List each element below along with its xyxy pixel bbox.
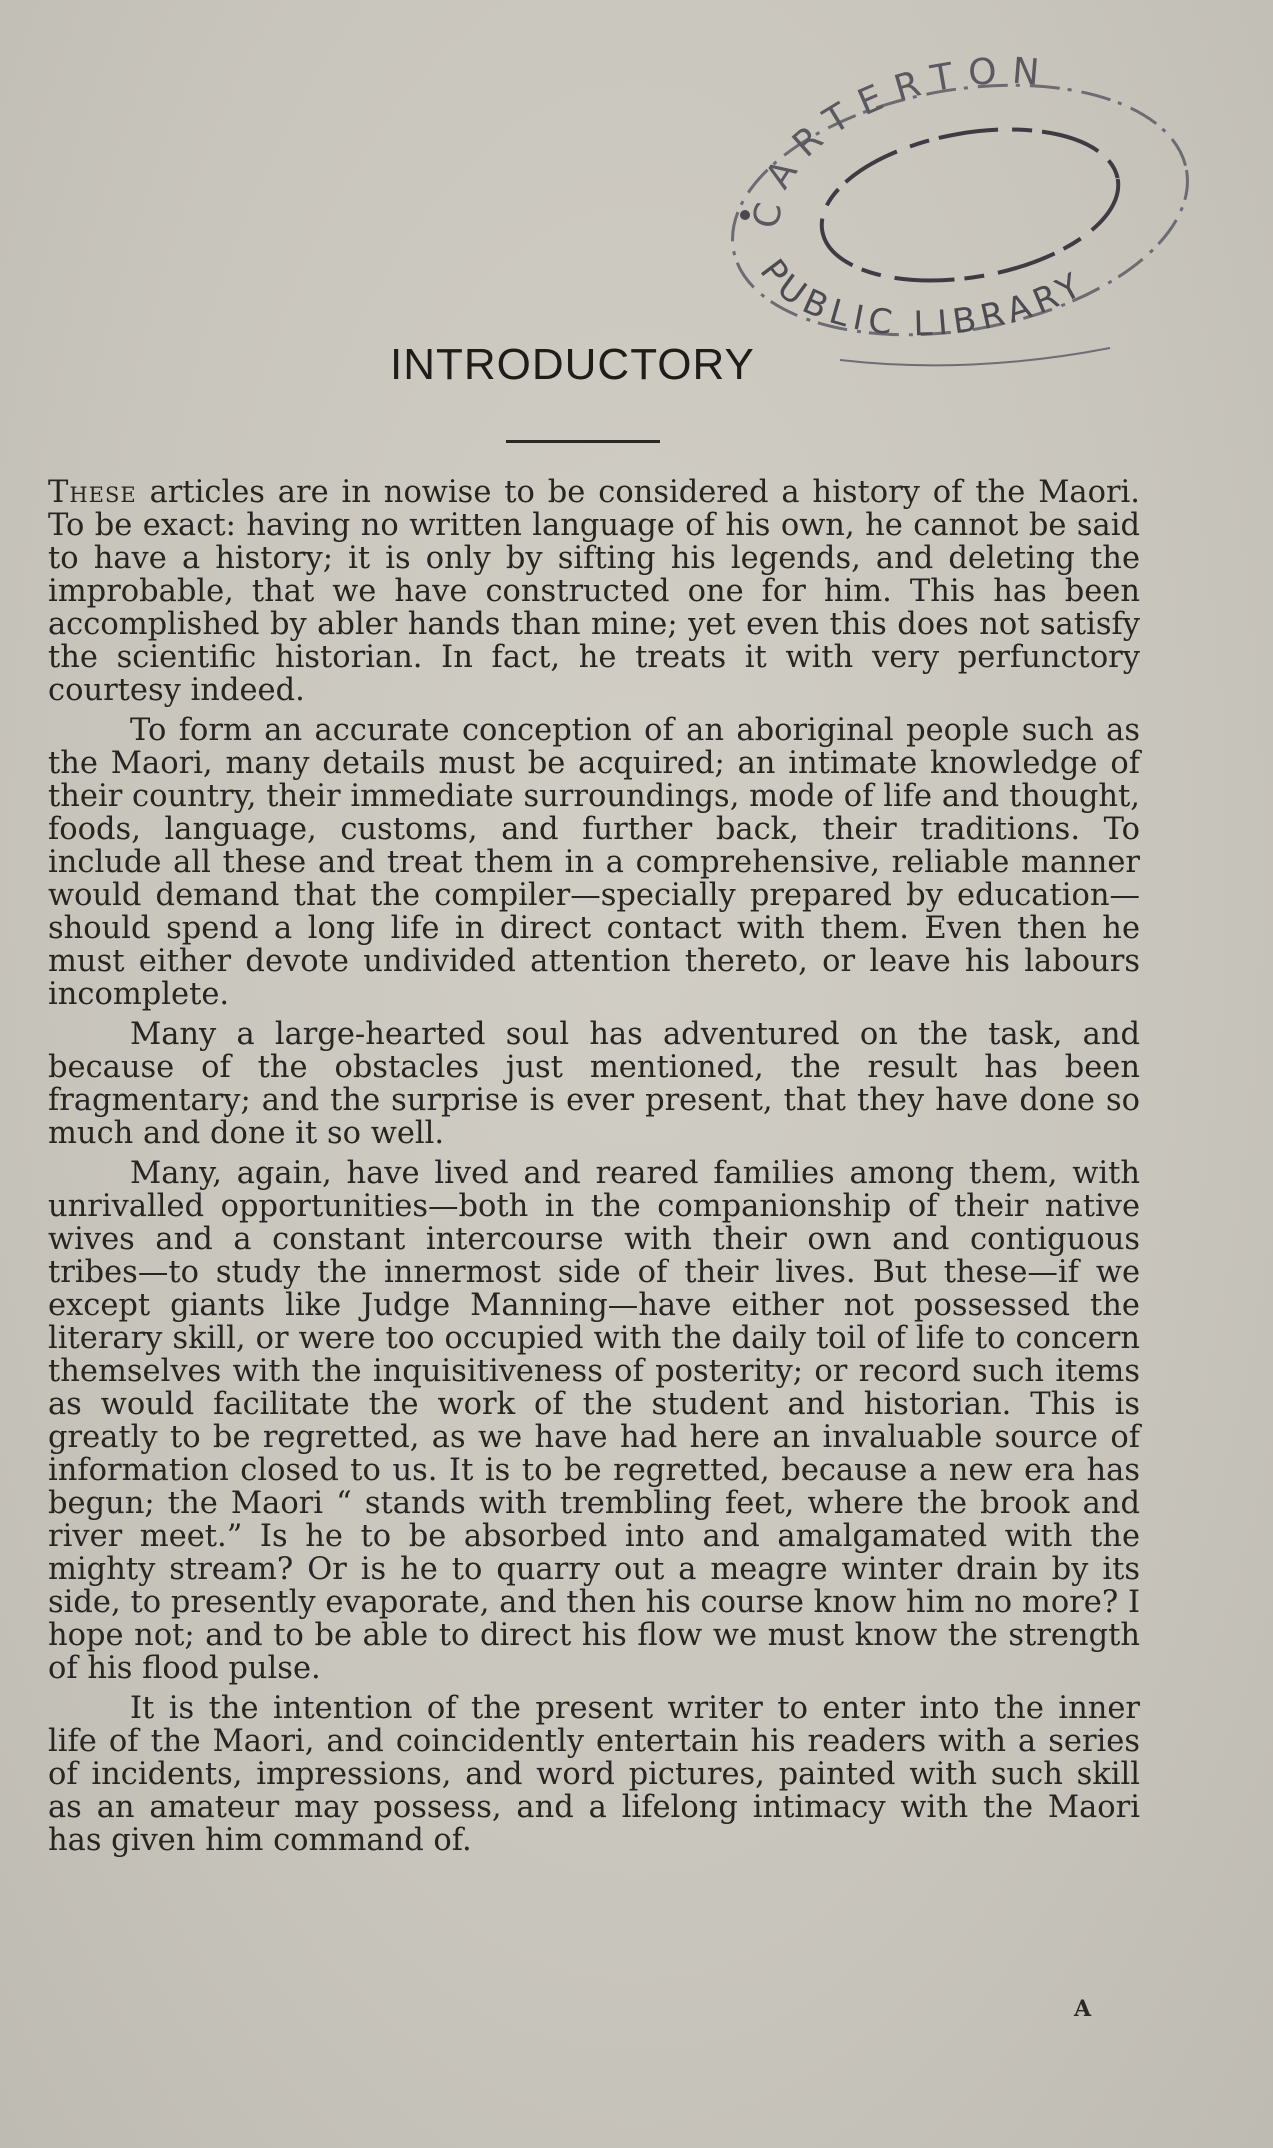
signature-mark: A bbox=[1074, 1996, 1092, 2022]
paragraph-3: Many a large-hearted soul has adventured on the task, and because of the obstacles just mentioned, the result has been fragmentary; and the surprise is ever present, that they have done so much and done it so well. bbox=[48, 1017, 1140, 1151]
svg-text:PUBLIC LIBRARY bbox=[752, 252, 1093, 344]
paragraph-2: To form an accurate conception of an aboriginal people such as the Maori, many details must be acquired; an intimate knowledge of their country, their immediate surroundings, mode of life and thought, foods, language, customs, and further back, their traditions. To include all these and treat them in a comprehensive, reliable manner would demand that the compiler—specially prepared by education—should spend a long life in direct contact with them. Even then he must either devote undivided attention thereto, or leave his labours incomplete. bbox=[48, 713, 1140, 1012]
paragraph-5: It is the intention of the present writer to enter into the inner life of the Maori, and coincidently entertain his readers with a series of incidents, impressions, and word pictures, painted with such skill as an amateur may possess, and a lifelong intimacy with the Maori has given him command of. bbox=[48, 1691, 1140, 1858]
paragraph-text: articles are in nowise to be considered a history of the Maori. To be exact: having no written language of his own, he cannot be said to have a history; it is only by sifting his legends, and deleting the improbable, that we have constructed one for him. This has been accomplished by abler hands than mine; yet even this does not satisfy the scientific historian. In fact, he treats it with very perfunctory courtesy indeed. bbox=[48, 475, 1140, 708]
stamp-top-text: CARTERTON bbox=[745, 50, 1055, 232]
title-divider bbox=[506, 440, 660, 443]
svg-text:CARTERTON bbox=[746, 51, 1055, 232]
page-title: INTRODUCTORY bbox=[390, 340, 755, 389]
stamp-bottom-text: PUBLIC LIBRARY bbox=[751, 251, 1093, 345]
paragraph-lead: These bbox=[48, 475, 137, 510]
paragraph-1 bbox=[48, 476, 1140, 707]
paragraph-4: Many, again, have lived and reared families among them, with unrivalled opportunities—both in the companionship of their native wives and a constant intercourse with their own and contiguous tribes—to study the innermost side of their lives. But these—if we except giants like Judge Manning—have either not possessed the literary skill, or were too occupied with the daily toil of life to concern themselves with the inquisitiveness of posterity; or record such items as would facilitate the work of the student and historian. This is greatly to be regretted, as we have had here an invaluable source of information closed to us. It is to be regretted, because a new era has begun; the Maori “ stands with trembling feet, where the brook and river meet.” Is he to be absorbed into and amalgamated with the mighty stream? Or is he to quarry out a meagre winter drain by its side, to presently evaporate, and then his course know him no more? I hope not; and to be able to direct his flow we must know the strength of his flood pulse. bbox=[48, 1156, 1140, 1686]
library-stamp bbox=[690, 30, 1220, 370]
body-text bbox=[48, 476, 1140, 1864]
